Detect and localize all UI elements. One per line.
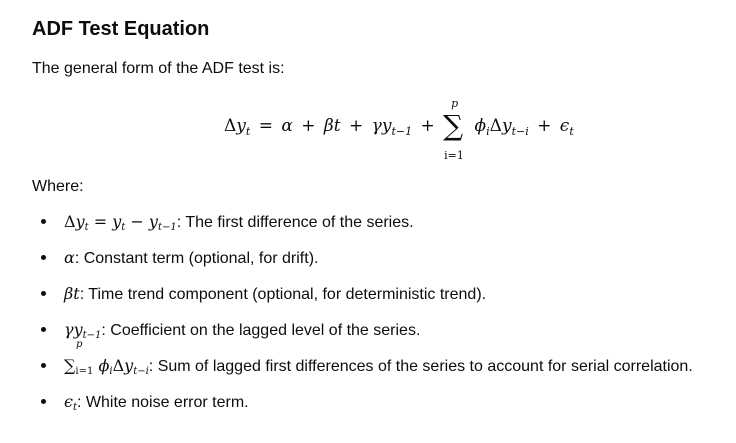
list-item xyxy=(0,276,736,312)
item-math xyxy=(64,320,101,339)
m-sigma: ∑ xyxy=(64,356,76,375)
m-beta: β xyxy=(64,284,74,303)
m-phi: ϕ xyxy=(98,356,110,375)
item-body xyxy=(64,240,318,277)
bullet-icon xyxy=(41,291,46,296)
item-math xyxy=(64,392,77,411)
m-sub-i: i xyxy=(109,366,113,377)
sum-upper-limit: p xyxy=(451,97,459,110)
where-label: Where: xyxy=(32,178,84,195)
bullet-icon xyxy=(41,363,46,368)
item-math xyxy=(64,339,149,377)
eq-y-lag: y xyxy=(381,116,392,136)
eq-delta: Δ xyxy=(224,116,237,136)
m-minus: − xyxy=(130,212,144,231)
m-eps: ϵ xyxy=(64,392,73,411)
eq-y-2: y xyxy=(501,116,512,136)
item-math: α xyxy=(64,248,75,267)
m-y-3: y xyxy=(148,212,158,231)
item-desc: : The first difference of the series. xyxy=(176,214,414,231)
m-sub-t: t xyxy=(84,222,89,233)
sum-lower-limit: i=1 xyxy=(444,149,464,162)
m-sub-t: t xyxy=(72,402,77,413)
list-item xyxy=(0,384,736,420)
m-y-2: y xyxy=(112,212,122,231)
list-item xyxy=(0,312,736,348)
item-desc: : Coefficient on the lagged level of the series. xyxy=(101,322,421,339)
eq-equals: = xyxy=(258,116,273,136)
m-t: t xyxy=(73,284,80,303)
m-delta: Δ xyxy=(112,356,125,375)
eq-phi: ϕ xyxy=(474,116,487,136)
eq-sub-t-i: t−i xyxy=(511,125,529,138)
eq-delta-2: Δ xyxy=(489,116,502,136)
m-delta: Δ xyxy=(64,212,76,231)
eq-plus-4: + xyxy=(537,116,552,136)
eq-beta: β xyxy=(323,116,334,136)
item-body xyxy=(64,276,486,313)
bullet-icon xyxy=(41,327,46,332)
eq-sub-t-1: t−1 xyxy=(391,125,413,138)
bullet-icon xyxy=(41,219,46,224)
m-y: y xyxy=(75,212,85,231)
sigma-symbol: ∑ xyxy=(443,109,464,142)
term-list xyxy=(0,204,736,420)
summation xyxy=(443,97,469,162)
m-sub-t1: t−1 xyxy=(82,330,102,341)
list-item xyxy=(0,339,736,384)
eq-y: y xyxy=(236,116,246,136)
eq-plus-2: + xyxy=(349,116,364,136)
item-desc: : Time trend component (optional, for deterministic trend). xyxy=(79,286,487,303)
m-y: y xyxy=(124,356,134,375)
m-sub-ti: t−i xyxy=(133,366,149,377)
eq-plus-3: + xyxy=(420,116,435,136)
m-sum-lower: i=1 xyxy=(75,366,94,377)
section-heading: ADF Test Equation xyxy=(32,18,210,40)
eq-alpha: α xyxy=(281,116,293,136)
m-gamma: γ xyxy=(64,320,74,339)
eq-plus-1: + xyxy=(301,116,316,136)
eq-sub-t-2: t xyxy=(569,125,574,138)
list-item xyxy=(0,204,736,240)
equation-line xyxy=(224,97,574,162)
item-desc: : Sum of lagged first differences of the series to account for serial correlation. xyxy=(148,358,693,375)
m-eq: = xyxy=(93,212,108,231)
item-math xyxy=(64,212,177,231)
item-desc: : Constant term (optional, for drift). xyxy=(74,250,319,267)
m-sub-t-2: t xyxy=(121,222,126,233)
item-body xyxy=(64,384,249,426)
eq-sub-t: t xyxy=(245,125,251,138)
m-sum-upper: p xyxy=(76,339,83,350)
adf-equation xyxy=(0,90,736,160)
bullet-icon xyxy=(41,255,46,260)
list-item xyxy=(0,240,736,276)
item-desc: : White noise error term. xyxy=(77,394,249,411)
m-y: y xyxy=(73,320,83,339)
eq-epsilon: ϵ xyxy=(559,116,570,136)
item-math xyxy=(64,284,80,303)
intro-text: The general form of the ADF test is: xyxy=(32,60,285,77)
eq-t: t xyxy=(333,116,341,136)
bullet-icon xyxy=(41,399,46,404)
eq-sub-i: i xyxy=(486,125,490,138)
eq-gamma: γ xyxy=(371,116,382,136)
m-sub-t1: t−1 xyxy=(157,222,177,233)
